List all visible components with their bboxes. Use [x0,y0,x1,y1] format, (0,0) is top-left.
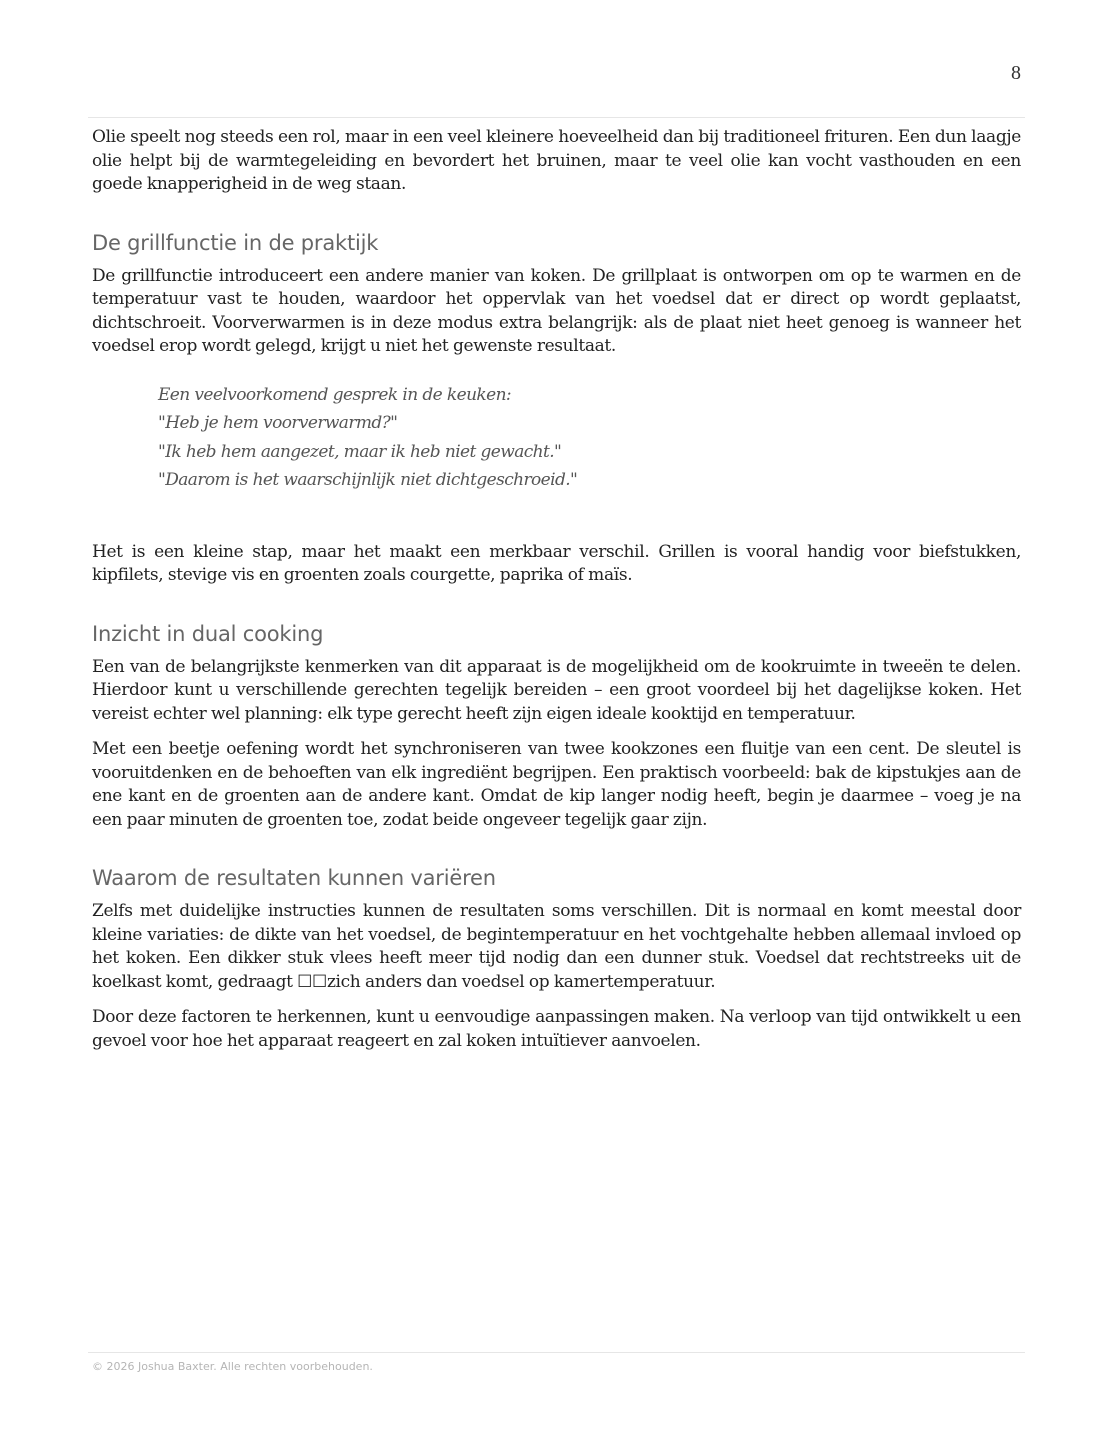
quote-line: "Heb je hem voorverwarmd?" [158,413,398,433]
paragraph-grill-2: Het is een kleine stap, maar het maakt een merkbaar verschil. Grillen is vooral handig voor biefstukken, kipfilets, stevige vis en groenten zoals courgette, paprika of maïs. [92,541,1021,585]
quote-line: "Daarom is het waarschijnlijk niet dichtgeschroeid." [158,470,578,490]
dialogue-quote [158,381,1021,495]
heading-results-vary: Waarom de resultaten kunnen variëren [92,866,496,890]
footer-divider [88,1352,1025,1353]
heading-dual-cooking: Inzicht in dual cooking [92,621,324,646]
paragraph-vary-2: Door deze factoren te herkennen, kunt u eenvoudige aanpassingen maken. Na verloop van tijd ontwikkelt u een gevoel voor hoe het apparaat reageert en zal koken intuïtiever aanvoelen. [92,1007,1021,1051]
paragraph-intro: Olie speelt nog steeds een rol, maar in een veel kleinere hoeveelheid dan bij traditioneel frituren. Een dun laagje olie helpt bij de warmtegeleiding en bevordert het bruinen, maar te veel olie kan vocht vasthouden en een goede knapperigheid in de weg staan. [92,127,1021,194]
footer-copyright: © 2026 Joshua Baxter. Alle rechten voorbehouden. [92,1360,373,1373]
paragraph-dual-2: Met een beetje oefening wordt het synchroniseren van twee kookzones een fluitje van een cent. De sleutel is vooruitdenken en de behoeften van elk ingrediënt begrijpen. Een praktisch voorbeeld: bak de kipstukjes aan de ene kant en de groenten aan de andere kant. Omdat de kip langer nodig heeft, begin je daarmee – voeg je na een paar minuten de groenten toe, zodat beide ongeveer tegelijk gaar zijn. [92,739,1021,830]
heading-grill: De grillfunctie in de praktijk [92,230,379,255]
page-number: 8 [1011,62,1021,84]
paragraph-grill-1: De grillfunctie introduceert een andere manier van koken. De grillplaat is ontworpen om op te warmen en de temperatuur vast te houden, waardoor het oppervlak van het voedsel dat er direct op wordt geplaatst, dichtschroeit. Voorverwarmen is in deze modus extra belangrijk: als de plaat niet heet genoeg is wanneer het voedsel erop wordt gelegd, krijgt u niet het gewenste resultaat. [92,265,1021,356]
paragraph-vary-1: Zelfs met duidelijke instructies kunnen de resultaten soms verschillen. Dit is normaal en komt meestal door kleine variaties: de dikte van het voedsel, de begintemperatuur en het vochtgehalte hebben allemaal invloed op het koken. Een dikker stuk vlees heeft meer tijd nodig dan een dunner stuk. Voedsel dat rechtstreeks uit de koelkast komt, gedraagt ☐☐zich anders dan voedsel op kamertemperatuur. [92,901,1021,992]
paragraph-dual-1: Een van de belangrijkste kenmerken van dit apparaat is de mogelijkheid om de kookruimte in tweeën te delen. Hierdoor kunt u verschillende gerechten tegelijk bereiden – een groot voordeel bij het dagelijkse koken. Het vereist echter wel planning: elk type gerecht heeft zijn eigen ideale kooktijd en temperatuur. [92,656,1021,724]
header-divider [88,117,1025,118]
quote-line: "Ik heb hem aangezet, maar ik heb niet gewacht." [158,441,562,462]
quote-line: Een veelvoorkomend gesprek in de keuken: [158,384,512,405]
page-content [92,126,1021,1065]
